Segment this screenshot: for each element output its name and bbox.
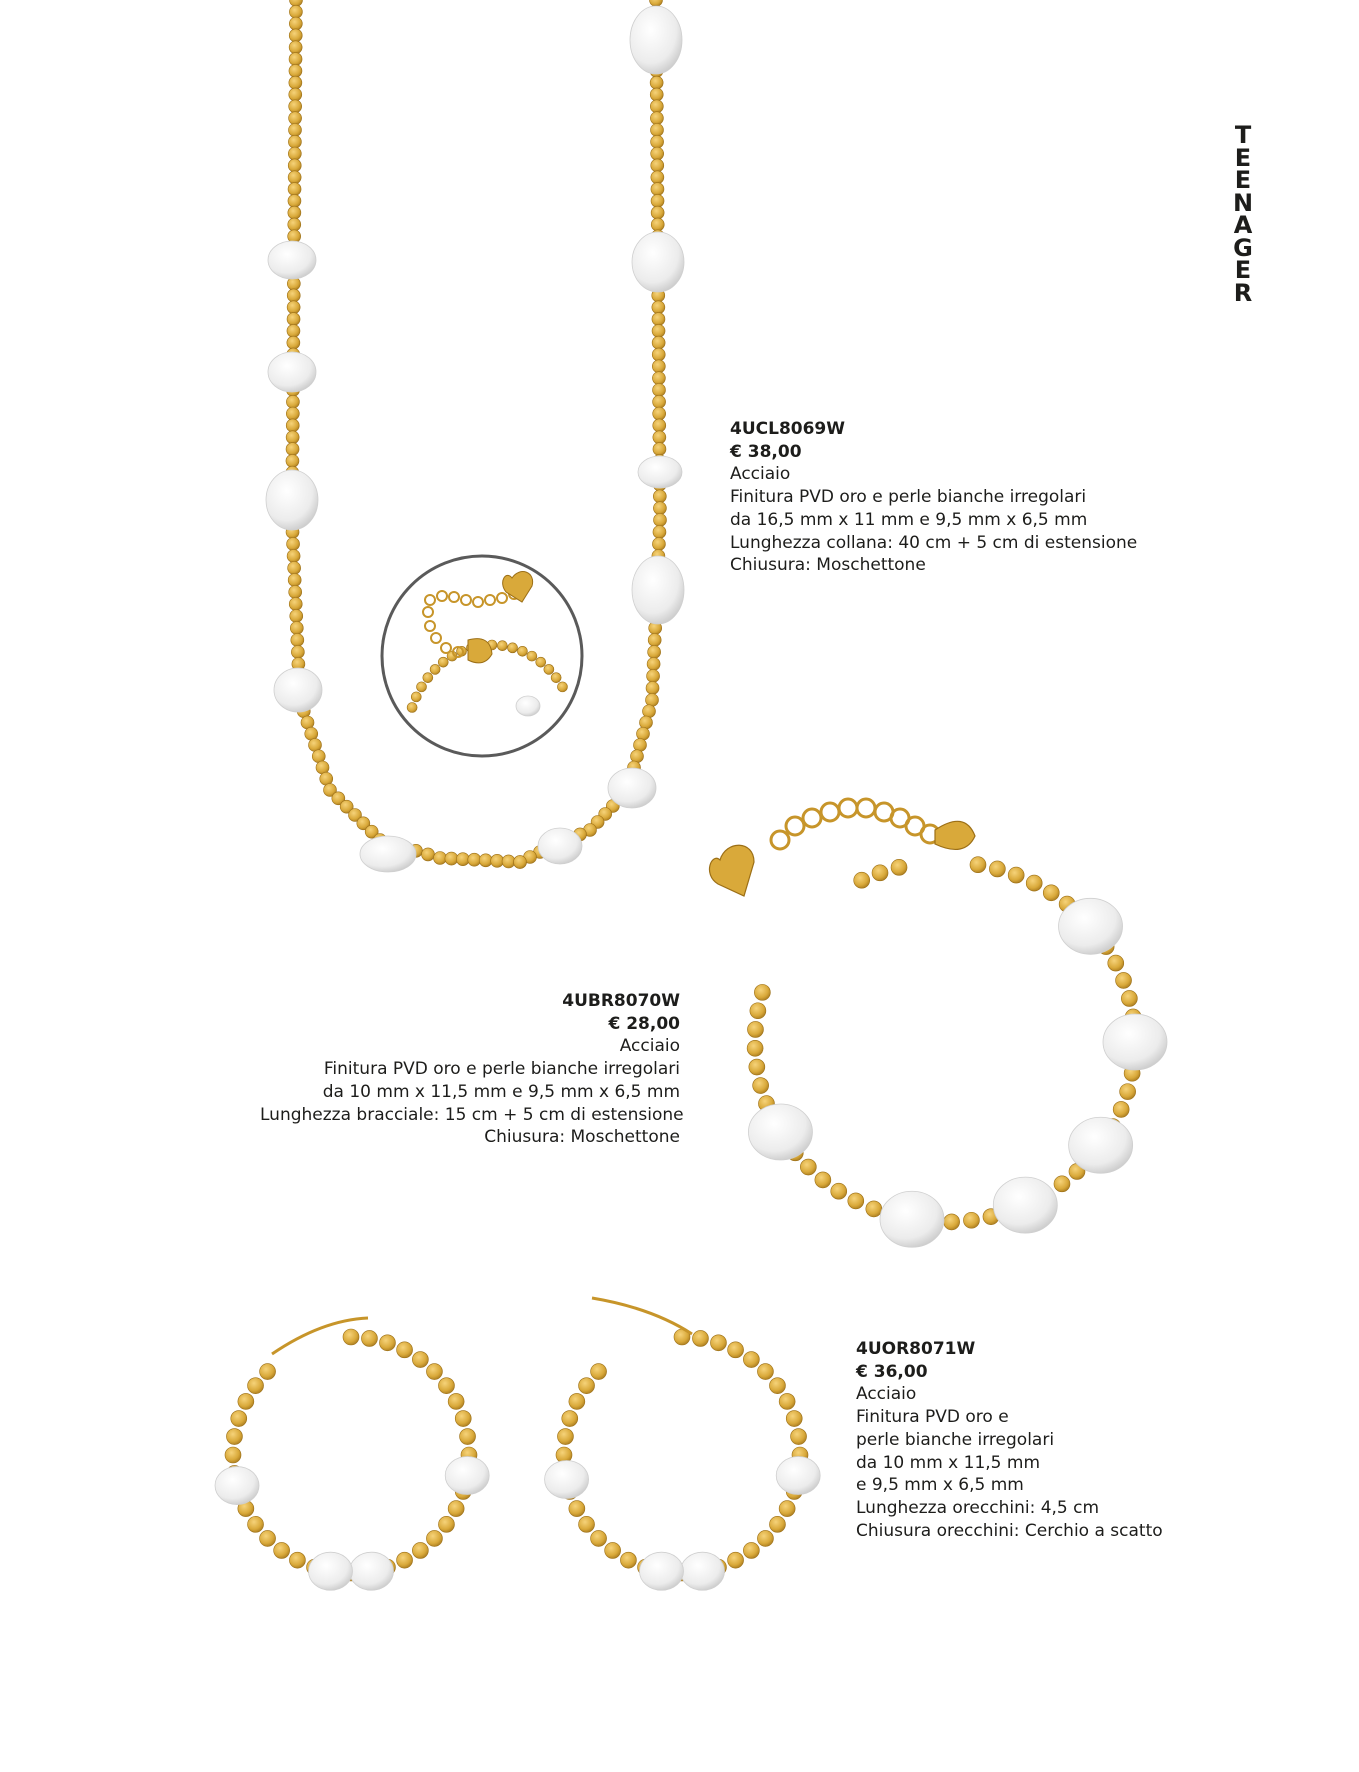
- product-finish: Finitura PVD oro e: [856, 1407, 1009, 1428]
- earrings-photo: [215, 1298, 820, 1590]
- product-length: Lunghezza collana: 40 cm + 5 cm di estensione: [730, 532, 1138, 553]
- product-length: Lunghezza bracciale: 15 cm + 5 cm di estensione: [260, 1104, 684, 1125]
- product-price: € 36,00: [856, 1361, 928, 1382]
- product-finish-2: perle bianche irregolari: [856, 1429, 1055, 1450]
- product-code: 4UCL8069W: [730, 419, 846, 439]
- product-pearl-size: da 16,5 mm x 11 mm e 9,5 mm x 6,5 mm: [730, 509, 1088, 530]
- product-bracelet-info: [260, 990, 684, 1149]
- product-pearl-size: da 10 mm x 11,5 mm: [856, 1452, 1041, 1473]
- product-finish: Finitura PVD oro e perle bianche irregolari: [323, 1059, 680, 1080]
- product-closure: Chiusura orecchini: Cerchio a scatto: [856, 1520, 1163, 1541]
- product-pearl-size-2: e 9,5 mm x 6,5 mm: [856, 1475, 1024, 1496]
- product-finish: Finitura PVD oro e perle bianche irregolari: [730, 487, 1087, 508]
- product-length: Lunghezza orecchini: 4,5 cm: [856, 1497, 1100, 1518]
- product-earrings-info: [856, 1338, 1163, 1542]
- product-material: Acciaio: [730, 464, 791, 485]
- product-code: 4UBR8070W: [562, 991, 680, 1011]
- product-price: € 28,00: [608, 1013, 680, 1034]
- product-code: 4UOR8071W: [856, 1339, 976, 1359]
- product-material: Acciaio: [856, 1384, 917, 1405]
- product-closure: Chiusura: Moschettone: [484, 1127, 680, 1148]
- bracelet-photo: [709, 799, 1167, 1247]
- product-closure: Chiusura: Moschettone: [730, 555, 926, 576]
- clasp-zoom-circle: [382, 556, 582, 756]
- product-price: € 38,00: [730, 441, 802, 462]
- section-label-teenager: T E E N A G E R: [1232, 121, 1254, 307]
- product-material: Acciaio: [619, 1036, 680, 1057]
- product-pearl-size: da 10 mm x 11,5 mm e 9,5 mm x 6,5 mm: [322, 1081, 680, 1102]
- product-necklace-info: [730, 418, 1137, 577]
